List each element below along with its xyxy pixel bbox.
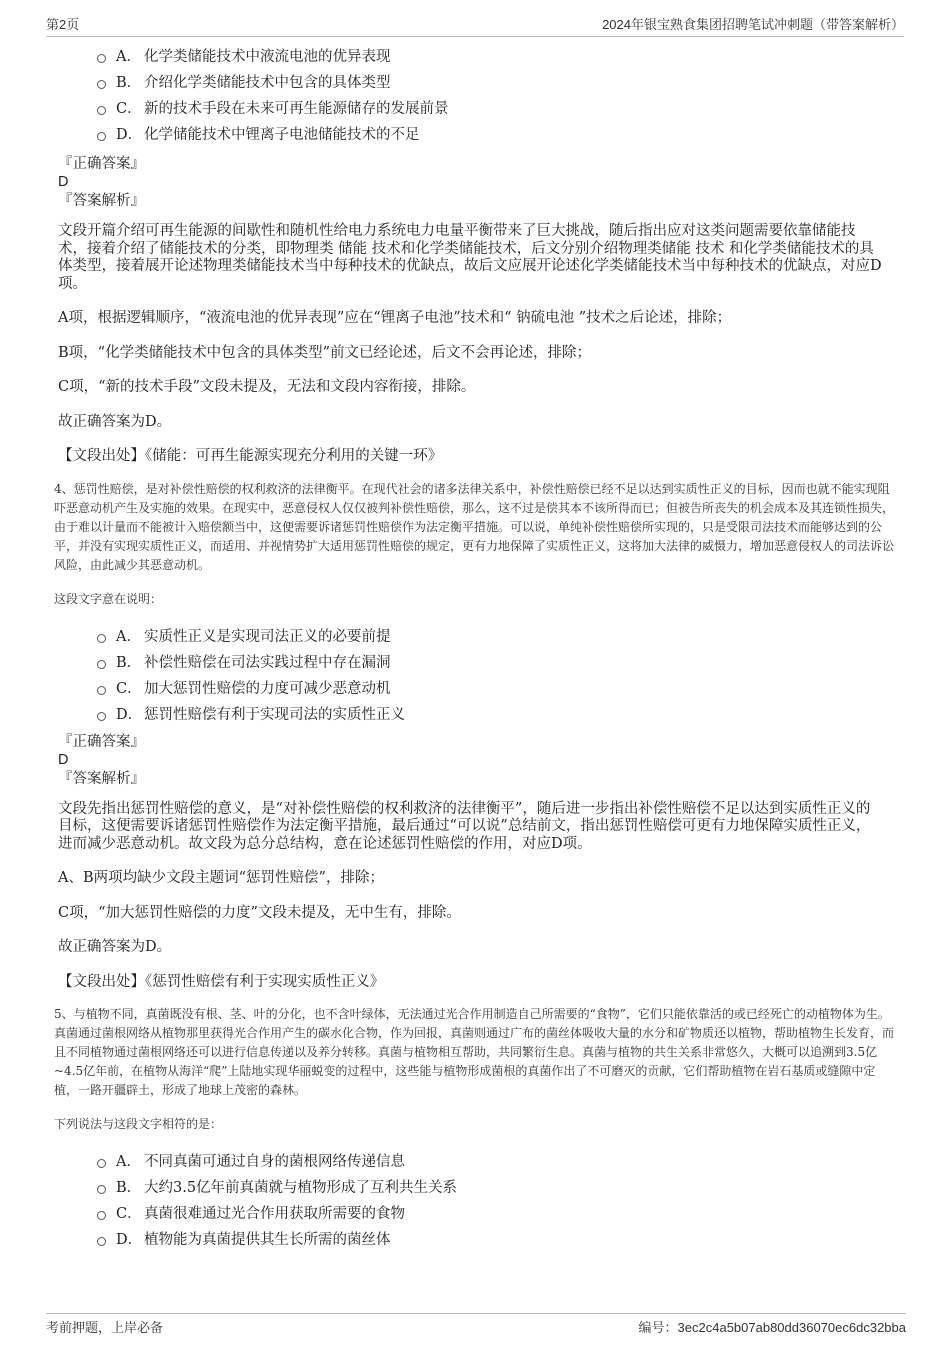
radio-icon[interactable] [97,712,106,721]
q4-question: 这段文字意在说明： [54,591,163,606]
document-title: 2024年银宝熟食集团招聘笔试冲刺题（带答案解析） [602,17,904,32]
radio-icon[interactable] [97,54,106,63]
serial-number: 3ec2c4a5b07ab80dd36070ec6dc32bba [677,1320,906,1335]
q5-option-b[interactable]: B． 大约3.5亿年前真菌就与植物形成了互利共生关系 [0,1175,950,1201]
q4-analysis-ab: A、B两项均缺少文段主题词“惩罚性赔偿”，排除； [58,870,384,886]
q4-passage: 4、惩罚性赔偿，是对补偿性赔偿的权利救济的法律衡平。在现代社会的诸多法律关系中，补偿性赔偿已经不足以达到实质性正义的目标，因而也就不能实现阻吓恶意动机产生及实施的效果。在现实中，恶意侵权人仅仅被判补偿性赔偿，那么，这不过是偿其本不该所得而已；但被告所丧失的机会成本及其连锁性损失，由于难以计量而不能被计入赔偿额当中，这便需要诉诸惩罚性赔偿作为法定衡平措施。可以说，单纯补偿性赔偿所实现的，只是受限司法技术而能够达到的公平，并没有实现实质性正义，而适用、并视情势扩大适用惩罚性赔偿的规定，更有力地保障了实质性正义，这将加大法律的威慑力，增加恶意侵权人的司法诉讼风险，由此减少其恶意动机。 [54,481,895,572]
q5-option-a[interactable]: A． 不同真菌可通过自身的菌根网络传递信息 [0,1149,950,1175]
radio-icon[interactable] [97,1185,106,1194]
q3-analysis-c: C项，“新的技术手段”文段未提及，无法和文段内容衔接，排除。 [58,379,476,395]
q4-option-a[interactable]: A． 实质性正义是实现司法正义的必要前提 [0,624,950,650]
radio-icon[interactable] [97,686,106,695]
page-number: 第2页 [46,17,80,32]
radio-icon[interactable] [97,132,106,141]
page-footer [46,1313,906,1336]
radio-icon[interactable] [97,634,106,643]
q3-answer: D [58,174,69,190]
q5-question: 下列说法与这段文字相符的是： [54,1117,223,1131]
q4-source: 【文段出处】《惩罚性赔偿有利于实现实质性正义》 [58,973,385,990]
q3-option-a[interactable]: A． 化学类储能技术中液流电池的优异表现 [0,44,950,70]
q5-option-c[interactable]: C． 真菌很难通过光合作用获取所需要的食物 [0,1201,950,1227]
footer-serial [639,1317,906,1336]
q4-analysis-c: C项，“加大惩罚性赔偿的力度”文段未提及，无中生有，排除。 [58,904,461,921]
q5-option-d[interactable]: D． 植物能为真菌提供其生长所需的菌丝体 [0,1227,950,1253]
analysis-label: 『答案解析』 [58,770,145,787]
q3-option-b[interactable]: B． 介绍化学类储能技术中包含的具体类型 [0,70,950,96]
radio-icon[interactable] [97,660,106,669]
q4-final-answer: 故正确答案为D。 [58,939,172,955]
page-header [46,14,904,37]
radio-icon[interactable] [97,1237,106,1246]
q5-passage: 5、与植物不同，真菌既没有根、茎、叶的分化，也不含叶绿体，无法通过光合作用制造自己所需要的“食物”，它们只能依靠活的或已经死亡的动植物体为生。真菌通过菌根网络从植物那里获得光合作用产生的碳水化合物，作为回报，真菌则通过广布的菌丝体吸收大量的水分和矿物质还以植物，帮助植物生长发育，而且不同植物通过菌根网络还可以进行信息传递以及养分转移。真菌与植物相互帮助，共同繁衍生息。真菌与植物的共生关系非常悠久，大概可以追溯到3.5亿~4.5亿年前，在植物从海洋“爬”上陆地实现华丽蜕变的过程中，这些能与植物形成菌根的真菌作出了不可磨灭的贡献，它们帮助植物在岩石基质或缝隙中定植，一路开疆辟土，形成了地球上茂密的森林。 [54,1007,895,1097]
q4-analysis-main: 文段先指出惩罚性赔偿的意义，是“对补偿性赔偿的权利救济的法律衡平”，随后进一步指出补偿性赔偿不足以达到实质性正义的目标，这便需要诉诸惩罚性赔偿作为法定衡平措施，最后通过“可以说”总结前文，指出惩罚性赔偿可更有力地保障实质性正义，进而减少恶意动机。故文段为总分总结构，意在论述惩罚性赔偿的作用，对应D项。 [58,800,871,852]
q3-final-answer: 故正确答案为D。 [58,413,172,430]
q3-analysis-main: 文段开篇介绍可再生能源的间歇性和随机性给电力系统电力电量平衡带来了巨大挑战，随后指出应对这类问题需要依靠储能技术，接着介绍了储能技术的分类，即物理类 储能 技术和化学类储能技术，后文分别介绍物理类储能 技术 和化学类储能技术的具体类型，接着展开论述物理类储能技术当中每种技术的优缺点，故后文应展开论述化学类储能技术当中每种技术的优缺点，对应D项。 [58,223,882,292]
footer-slogan: 考前押题，上岸必备 [46,1320,164,1335]
radio-icon[interactable] [97,106,106,115]
q5-options [0,1149,950,1253]
analysis-label: 『答案解析』 [58,193,145,209]
q3-analysis-b: B项，“化学类储能技术中包含的具体类型”前文已经论述，后文不会再论述，排除； [58,344,591,361]
q4-option-b[interactable]: B． 补偿性赔偿在司法实践过程中存在漏洞 [0,650,950,676]
correct-answer-label: 『正确答案』 [58,156,145,172]
serial-label: 编号： [638,1320,678,1335]
q3-option-d[interactable]: D． 化学储能技术中锂离子电池储能技术的不足 [0,122,950,148]
radio-icon[interactable] [97,80,106,89]
q3-options [0,44,950,148]
q3-analysis-a: A项，根据逻辑顺序，“液流电池的优异表现”应在“锂离子电池”技术和“ 钠硫电池 ”技术之后论述，排除； [58,310,732,326]
correct-answer-label: 『正确答案』 [58,733,145,750]
q4-options [0,624,950,728]
q3-source: 【文段出处】《储能：可再生能源实现充分利用的关键一环》 [58,448,443,464]
q3-option-c[interactable]: C． 新的技术手段在未来可再生能源储存的发展前景 [0,96,950,122]
radio-icon[interactable] [97,1211,106,1220]
page-content [0,44,950,1253]
radio-icon[interactable] [97,1159,106,1168]
q4-option-c[interactable]: C． 加大惩罚性赔偿的力度可减少恶意动机 [0,676,950,702]
q4-answer: D [58,751,69,768]
q4-option-d[interactable]: D． 惩罚性赔偿有利于实现司法的实质性正义 [0,702,950,728]
